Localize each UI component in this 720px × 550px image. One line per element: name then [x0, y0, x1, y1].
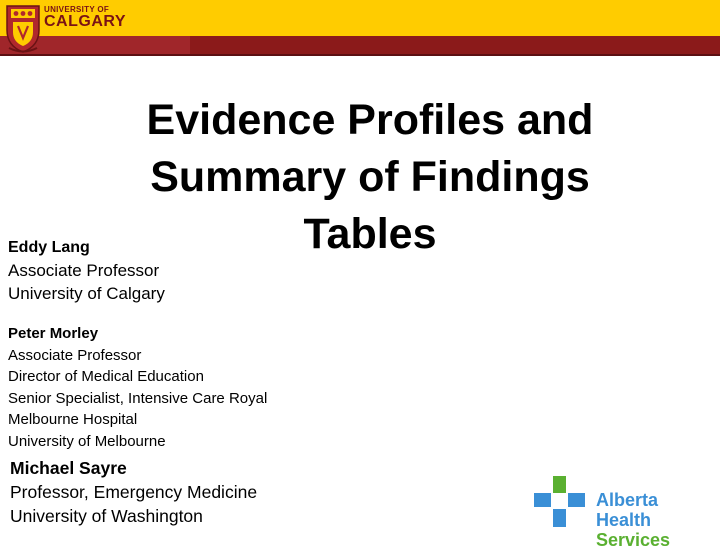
presenter-detail: Associate Professor — [8, 346, 142, 364]
presenter-detail: Director of Medical Education — [8, 368, 204, 385]
presenter-name: Michael Sayre — [10, 458, 127, 478]
presenter-name: Peter Morley — [8, 325, 99, 342]
title-line: Summary of Findings — [150, 153, 590, 201]
presenter-name: Eddy Lang — [8, 239, 90, 256]
presenter-detail: Associate Professor — [8, 261, 160, 280]
header-band — [0, 0, 720, 56]
university-logo — [4, 2, 127, 54]
page-title — [90, 92, 650, 263]
ahs-text-line1: Alberta Health — [596, 490, 659, 530]
presenter-detail: University of Melbourne — [8, 432, 166, 450]
presenter-eddy-lang — [8, 236, 165, 305]
title-line: Tables — [303, 210, 437, 258]
alberta-health-cross-icon — [532, 474, 592, 530]
presenter-michael-sayre — [10, 456, 257, 528]
logo-text-university-of: UNIVERSITY OF — [44, 5, 110, 14]
presenter-detail: University of Calgary — [8, 284, 165, 303]
presenter-detail: Melbourne Hospital — [8, 411, 138, 428]
logo-text-calgary: CALGARY — [44, 13, 127, 30]
presenter-detail: Professor, Emergency Medicine — [10, 482, 258, 502]
alberta-health-services-logo — [532, 474, 712, 550]
presenter-detail: University of Washington — [10, 506, 203, 526]
header-divider — [0, 54, 720, 56]
presenter-detail: Senior Specialist, Intensive Care Royal — [8, 389, 268, 407]
ahs-text-line2: Services — [596, 530, 671, 550]
title-line: Evidence Profiles and — [146, 96, 594, 144]
ahs-wordmark — [596, 490, 712, 550]
presenter-peter-morley — [8, 323, 267, 452]
university-crest-icon — [4, 2, 42, 54]
